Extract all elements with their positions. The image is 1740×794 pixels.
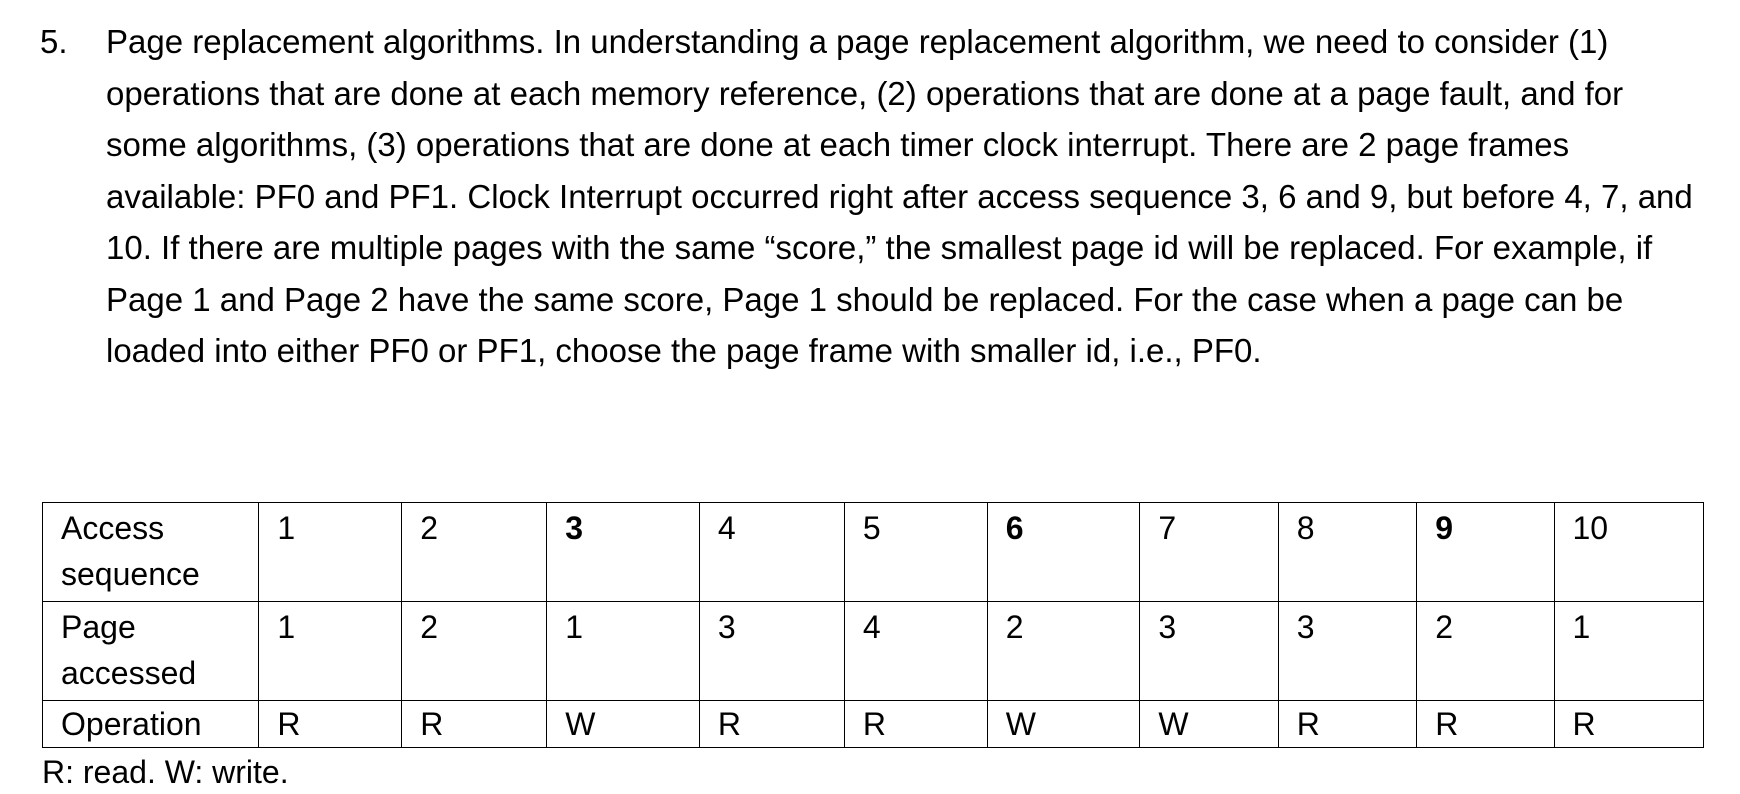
question-paragraph: [40, 16, 1700, 377]
question-number: 5.: [40, 23, 68, 60]
table-cell: 1: [259, 602, 402, 701]
table-cell: R: [1278, 701, 1416, 748]
access-table: [42, 502, 1704, 748]
table-cell: 8: [1278, 503, 1416, 602]
table-cell: 1: [1554, 602, 1704, 701]
row-label-access-sequence: Access sequence: [43, 503, 259, 602]
table-cell: W: [1140, 701, 1278, 748]
table-cell: 1: [259, 503, 402, 602]
table-cell: R: [844, 701, 987, 748]
table-cell: 4: [699, 503, 844, 602]
table-cell: 9: [1417, 503, 1554, 602]
table-cell: 5: [844, 503, 987, 602]
legend-note: R: read. W: write.: [42, 754, 289, 790]
table-cell: 2: [987, 602, 1140, 701]
table-row-page-accessed: [43, 602, 1704, 701]
table-cell: 10: [1554, 503, 1704, 602]
table-cell: 6: [987, 503, 1140, 602]
table-cell: 3: [1278, 602, 1416, 701]
row-label-operation: Operation: [43, 701, 259, 748]
question-text: Page replacement algorithms. In understanding a page replacement algorithm, we need to consider (1) operations that are done at each memory reference, (2) operations that are done at a page fault, and for some algorithms, (3) operations that are done at each timer clock interrupt. There are 2 page frames available: PF0 and PF1. Clock Interrupt occurred right after access sequence 3, 6 and 9, but before 4, 7, and 10. If there are multiple pages with the same “score,” the smallest page id will be replaced. For example, if Page 1 and Page 2 have the same score, Page 1 should be replaced. For the case when a page can be loaded into either PF0 or PF1, choose the page frame with smaller id, i.e., PF0.: [106, 23, 1693, 369]
table-cell: 1: [547, 602, 700, 701]
table-cell: 4: [844, 602, 987, 701]
table-cell: W: [547, 701, 700, 748]
table-cell: W: [987, 701, 1140, 748]
table-cell: R: [402, 701, 547, 748]
table-cell: 7: [1140, 503, 1278, 602]
table-cell: 2: [402, 503, 547, 602]
table-cell: R: [1417, 701, 1554, 748]
table-cell: 2: [402, 602, 547, 701]
table-cell: 3: [699, 602, 844, 701]
table-cell: R: [1554, 701, 1704, 748]
table-cell: R: [699, 701, 844, 748]
table-cell: R: [259, 701, 402, 748]
table-cell: 3: [547, 503, 700, 602]
row-label-page-accessed: Page accessed: [43, 602, 259, 701]
table-cell: 2: [1417, 602, 1554, 701]
table-row-access-sequence: [43, 503, 1704, 602]
table-cell: 3: [1140, 602, 1278, 701]
table-row-operation: [43, 701, 1704, 748]
